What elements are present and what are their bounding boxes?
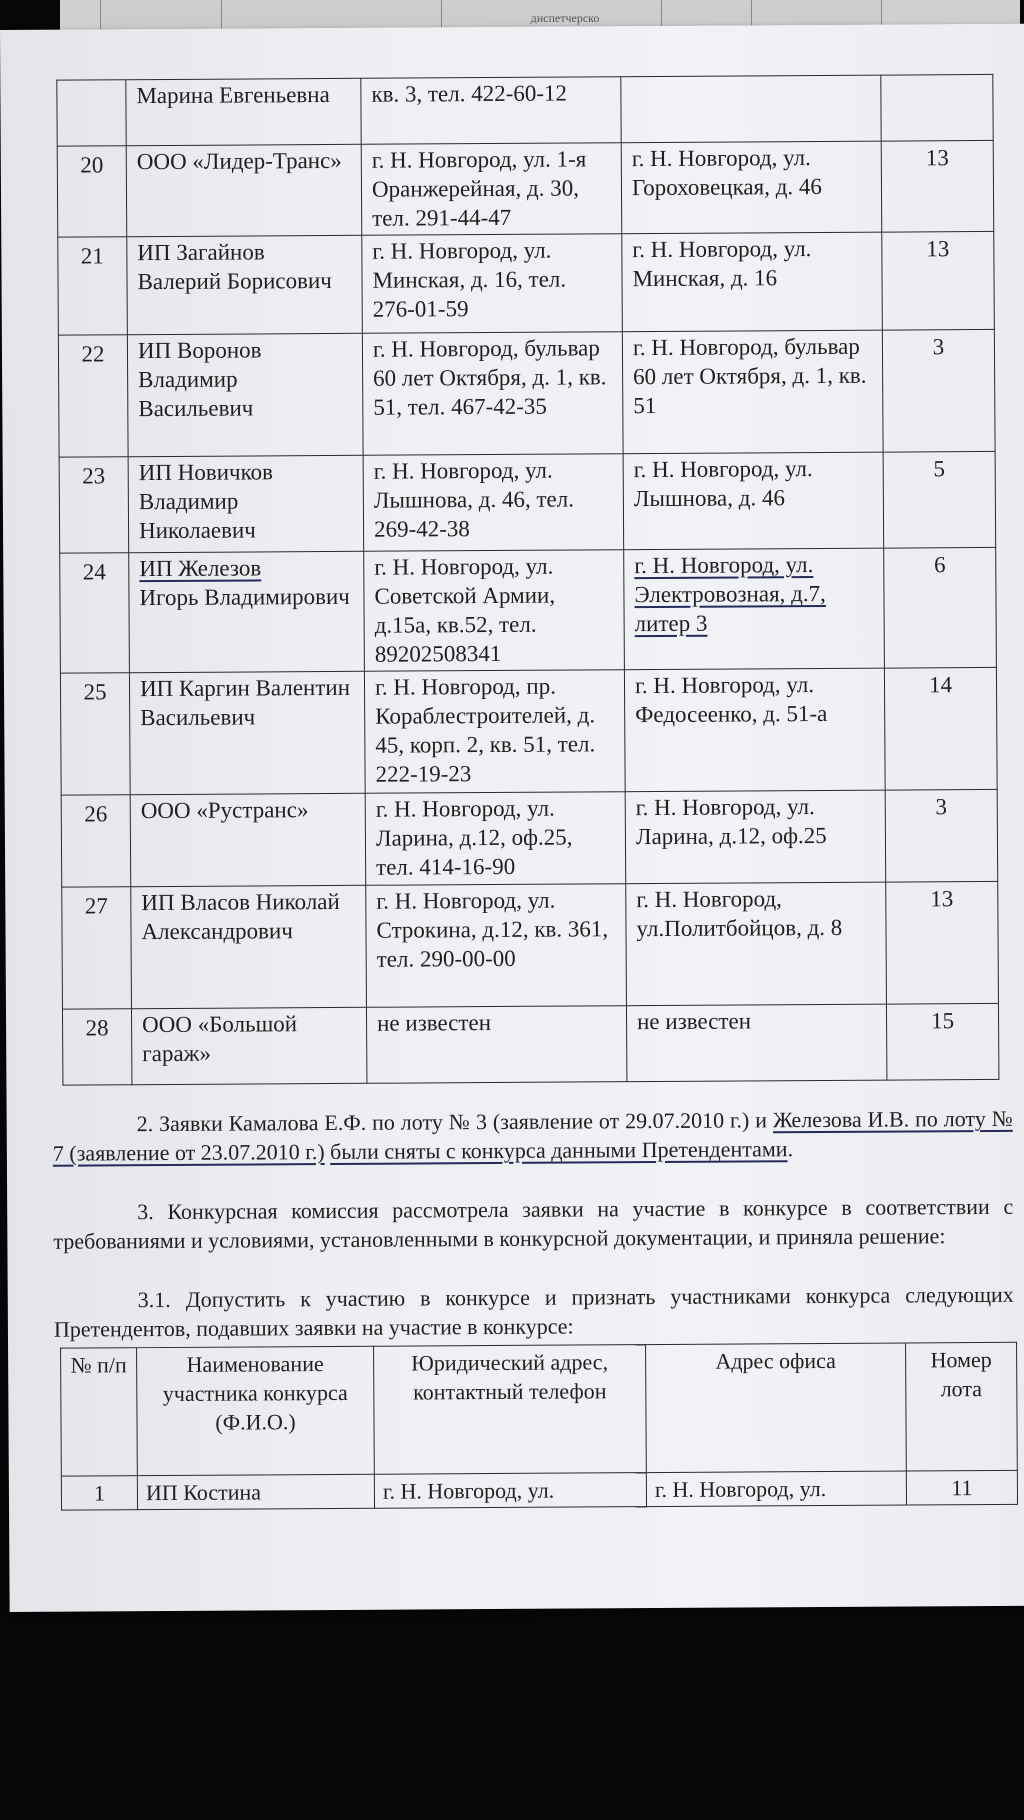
legal-address: г. Н. Новгород, ул. Лышнова, д. 46, тел. 269-42-38	[363, 454, 624, 552]
paragraph-2: 2. Заявки Камалова Е.Ф. по лоту № 3 (заявление от 29.07.2010 г.) и Железова И.В. по лоту № 7 (заявление от 23.07.2010 г.) были сняты с конкурса данными Претендентами.	[52, 1105, 1013, 1166]
lot-number: 6	[884, 547, 997, 668]
header-office-address: Адрес офиса	[646, 1343, 907, 1473]
office-address	[624, 548, 885, 670]
row-number: 23	[59, 457, 129, 553]
underlined-text: были сняты с конкурса данными Претендентами	[330, 1136, 788, 1165]
registry-table-wrap	[56, 74, 998, 1086]
table-header-row	[61, 1342, 1018, 1476]
header-legal-address: Юридический адрес, контактный телефон	[374, 1345, 647, 1475]
office-address	[621, 75, 881, 143]
participant-name-underlined: ИП Железов	[139, 555, 262, 582]
table-row	[59, 451, 996, 553]
participant-name: ИП Воронов Владимир Васильевич	[127, 333, 363, 456]
office-address: г. Н. Новгород, ул. Федосеенко, д. 51-а	[624, 668, 885, 792]
lot-number: 13	[886, 881, 999, 1004]
legal-address: г. Н. Новгород, ул. Советской Армии, д.15а, кв.52, тел. 89202508341	[364, 550, 625, 672]
lot-number: 13	[881, 140, 994, 232]
lot-number: 15	[886, 1003, 998, 1080]
table-row	[58, 231, 995, 335]
lot-number: 14	[884, 667, 997, 790]
table-row	[60, 547, 997, 673]
table-row	[60, 667, 997, 795]
row-number: 26	[61, 795, 131, 887]
table-row	[57, 140, 994, 237]
legal-address: г. Н. Новгород, пр. Кораблестроителей, д. 45, корп. 2, кв. 51, тел. 222-19-23	[364, 670, 625, 794]
participant-name: ИП Власов Николай Александрович	[131, 885, 367, 1008]
registry-table	[56, 74, 999, 1086]
legal-address: г. Н. Новгород, ул. Минская, д. 16, тел. 276-01-59	[362, 234, 623, 334]
table-row	[58, 329, 995, 457]
office-address: г. Н. Новгород, ул.	[646, 1471, 906, 1507]
row-number: 22	[58, 335, 128, 457]
row-number: 20	[57, 146, 127, 237]
header-lot: Номер лота	[906, 1342, 1018, 1471]
row-number: 21	[58, 237, 128, 335]
table-row	[61, 789, 998, 887]
participant-name: ООО «Лидер-Транс»	[126, 144, 362, 236]
participant-name	[129, 551, 365, 672]
office-address: г. Н. Новгород, ул. Лышнова, д. 46	[623, 452, 884, 550]
participants-table	[60, 1342, 1018, 1511]
legal-address: г. Н. Новгород, ул.	[374, 1473, 646, 1509]
lot-number: 13	[882, 231, 995, 330]
office-address: г. Н. Новгород, ул. Минская, д. 16	[622, 232, 883, 332]
office-address-underlined: г. Н. Новгород, ул. Электровозная, д.7, литер 3	[634, 552, 826, 637]
table-row	[61, 1470, 1017, 1510]
participant-name: ООО «Большой гараж»	[131, 1007, 366, 1084]
lot-number	[881, 74, 993, 141]
legal-address: г. Н. Новгород, бульвар 60 лет Октября, д. 1, кв. 51, тел. 467-42-35	[362, 332, 623, 456]
header-number: № п/п	[61, 1348, 138, 1476]
paragraph-3: 3. Конкурсная комиссия рассмотрела заявки на участие в конкурсе в соответствии с требованиями и условиями, установленными в конкурсной документации, и приняла решение:	[53, 1193, 1014, 1254]
lot-number: 3	[882, 329, 995, 452]
legal-address: г. Н. Новгород, ул. 1-я Оранжерейная, д. 30, тел. 291-44-47	[361, 143, 622, 236]
legal-address: кв. 3, тел. 422-60-12	[361, 77, 621, 145]
background-text: диспетчерско	[530, 11, 600, 25]
office-address: г. Н. Новгород, бульвар 60 лет Октября, д. 1, кв. 51	[622, 330, 883, 454]
underlined-text: Железова И.В. по лоту № 7 (заявление от 23.07.2010 г.)	[52, 1105, 1013, 1166]
legal-address: г. Н. Новгород, ул. Строкина, д.12, кв. 361, тел. 290-00-00	[366, 884, 627, 1008]
legal-address: г. Н. Новгород, ул. Ларина, д.12, оф.25, тел. 414-16-90	[365, 792, 626, 886]
table-row	[62, 881, 999, 1009]
row-number	[57, 80, 126, 146]
row-number: 27	[62, 887, 132, 1009]
office-address: г. Н. Новгород, ул. Ларина, д.12, оф.25	[625, 790, 886, 884]
participant-name: ИП Каргин Валентин Васильевич	[129, 671, 365, 794]
office-address: не известен	[626, 1004, 886, 1082]
row-number: 25	[60, 673, 130, 795]
document-page	[0, 24, 1024, 1612]
office-address: г. Н. Новгород, ул.Политбойцов, д. 8	[626, 882, 887, 1006]
participant-name-rest: Игорь Владимирович	[139, 583, 350, 611]
row-number: 24	[60, 553, 130, 673]
lot-number: 5	[883, 451, 996, 548]
participant-name: ИП Новичков Владимир Николаевич	[128, 455, 364, 552]
row-number: 1	[61, 1476, 137, 1510]
lot-number: 3	[885, 789, 998, 882]
row-number: 28	[62, 1009, 131, 1085]
paragraph-3-1: 3.1. Допустить к участию в конкурсе и признать участниками конкурса следующих Претендентов, подавших заявки на участие в конкурсе:	[53, 1281, 1014, 1342]
office-address: г. Н. Новгород, ул. Гороховецкая, д. 46	[621, 141, 882, 234]
participant-name: ООО «Рустранс»	[130, 793, 366, 886]
table-row	[62, 1003, 998, 1085]
table-row	[57, 74, 993, 146]
lot-number: 11	[906, 1470, 1017, 1505]
legal-address: не известен	[366, 1006, 626, 1084]
participant-name: Марина Евгеньевна	[126, 78, 361, 145]
participant-name: ИП Загайнов Валерий Борисович	[127, 235, 363, 334]
participant-name: ИП Костина	[137, 1474, 374, 1509]
header-name: Наименование участника конкурса (Ф.И.О.)	[137, 1346, 375, 1475]
participants-table-wrap	[60, 1342, 1018, 1511]
